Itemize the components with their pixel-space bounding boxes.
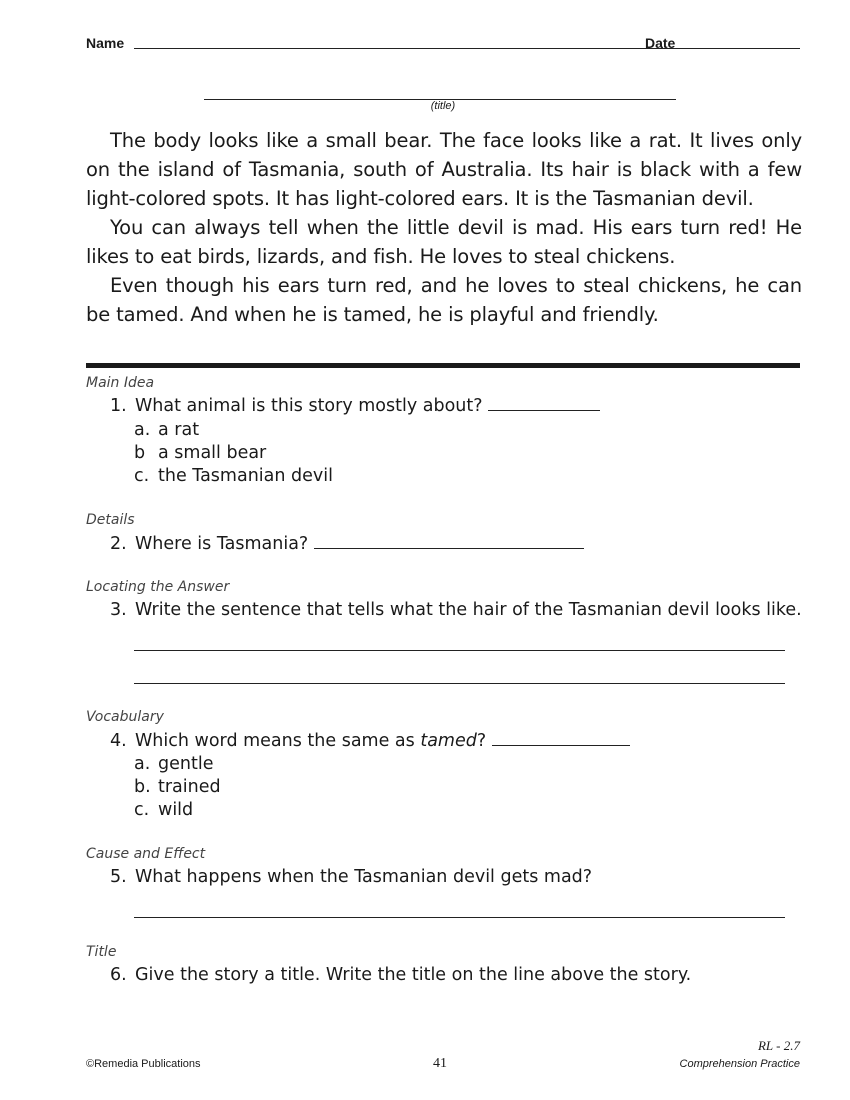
skill-label: Main Idea [86, 375, 155, 391]
question-number: 5. [110, 867, 127, 887]
question-mark: ? [476, 731, 487, 751]
question-text: Write the sentence that tells what the hair of the Tasmanian devil looks like. [135, 600, 802, 620]
question-text: What animal is this story mostly about? [135, 396, 483, 416]
date-label: Date [645, 35, 676, 51]
option-text: trained [158, 777, 221, 797]
title-caption: (title) [430, 100, 456, 112]
question-text: Which word means the same as [135, 731, 415, 751]
question-2 [110, 534, 584, 554]
question-6 [110, 965, 691, 985]
option-text: a small bear [158, 443, 267, 463]
skill-label: Cause and Effect [86, 846, 206, 862]
option-text: a rat [158, 420, 200, 440]
question-3 [110, 600, 802, 620]
option-letter: b. [134, 777, 151, 797]
option-letter: a. [134, 420, 151, 440]
skill-label: Vocabulary [86, 709, 164, 725]
skill-label: Locating the Answer [86, 579, 230, 595]
option-letter: a. [134, 754, 151, 774]
option-c[interactable] [134, 800, 193, 820]
question-5 [110, 867, 592, 887]
option-text: wild [158, 800, 194, 820]
question-4 [110, 731, 630, 751]
question-number: 1. [110, 396, 127, 416]
name-field-line[interactable] [134, 48, 721, 49]
skill-label: Details [86, 512, 135, 528]
answer-line[interactable] [134, 683, 785, 684]
publisher-credit: ©Remedia Publications [86, 1058, 201, 1070]
option-text: the Tasmanian devil [158, 466, 333, 486]
section-divider [86, 363, 800, 368]
page-number: 41 [433, 1056, 447, 1071]
option-b[interactable] [134, 443, 266, 463]
story [86, 126, 802, 329]
answer-line[interactable] [134, 650, 785, 651]
option-c[interactable] [134, 466, 333, 486]
skill-label: Title [86, 944, 117, 960]
answer-blank[interactable] [314, 547, 584, 549]
question-1 [110, 396, 600, 416]
option-b[interactable] [134, 777, 221, 797]
option-a[interactable] [134, 754, 213, 774]
option-letter: b [134, 443, 146, 463]
answer-line[interactable] [134, 917, 785, 918]
question-number: 6. [110, 965, 127, 985]
story-paragraph: The body looks like a small bear. The face looks like a rat. It lives only on the island of Tasmania, south of Australia. Its hair is black with a few light-colored spots. It has light-colored ears. It is the Tasmanian devil. [86, 129, 802, 210]
question-text: What happens when the Tasmanian devil gets mad? [135, 867, 593, 887]
option-text: gentle [158, 754, 214, 774]
name-label: Name [86, 35, 125, 51]
question-number: 3. [110, 600, 127, 620]
option-letter: c. [134, 800, 150, 820]
story-paragraph: You can always tell when the little devil is mad. His ears turn red! He likes to eat birds, lizards, and fish. He loves to steal chickens. [86, 216, 802, 268]
question-text: Give the story a title. Write the title on the line above the story. [135, 965, 692, 985]
story-paragraph: Even though his ears turn red, and he loves to steal chickens, he can be tamed. And when he is tamed, he is playful and friendly. [86, 274, 802, 326]
option-a[interactable] [134, 420, 199, 440]
vocabulary-term: tamed [420, 731, 477, 751]
question-text: Where is Tasmania? [135, 534, 309, 554]
header-row [86, 33, 800, 53]
date-field-line[interactable] [685, 48, 800, 49]
answer-blank[interactable] [492, 744, 630, 746]
series-name: Comprehension Practice [679, 1058, 800, 1070]
question-number: 2. [110, 534, 127, 554]
standard-code: RL - 2.7 [757, 1038, 800, 1053]
question-number: 4. [110, 731, 127, 751]
option-letter: c. [134, 466, 150, 486]
answer-blank[interactable] [488, 409, 600, 411]
